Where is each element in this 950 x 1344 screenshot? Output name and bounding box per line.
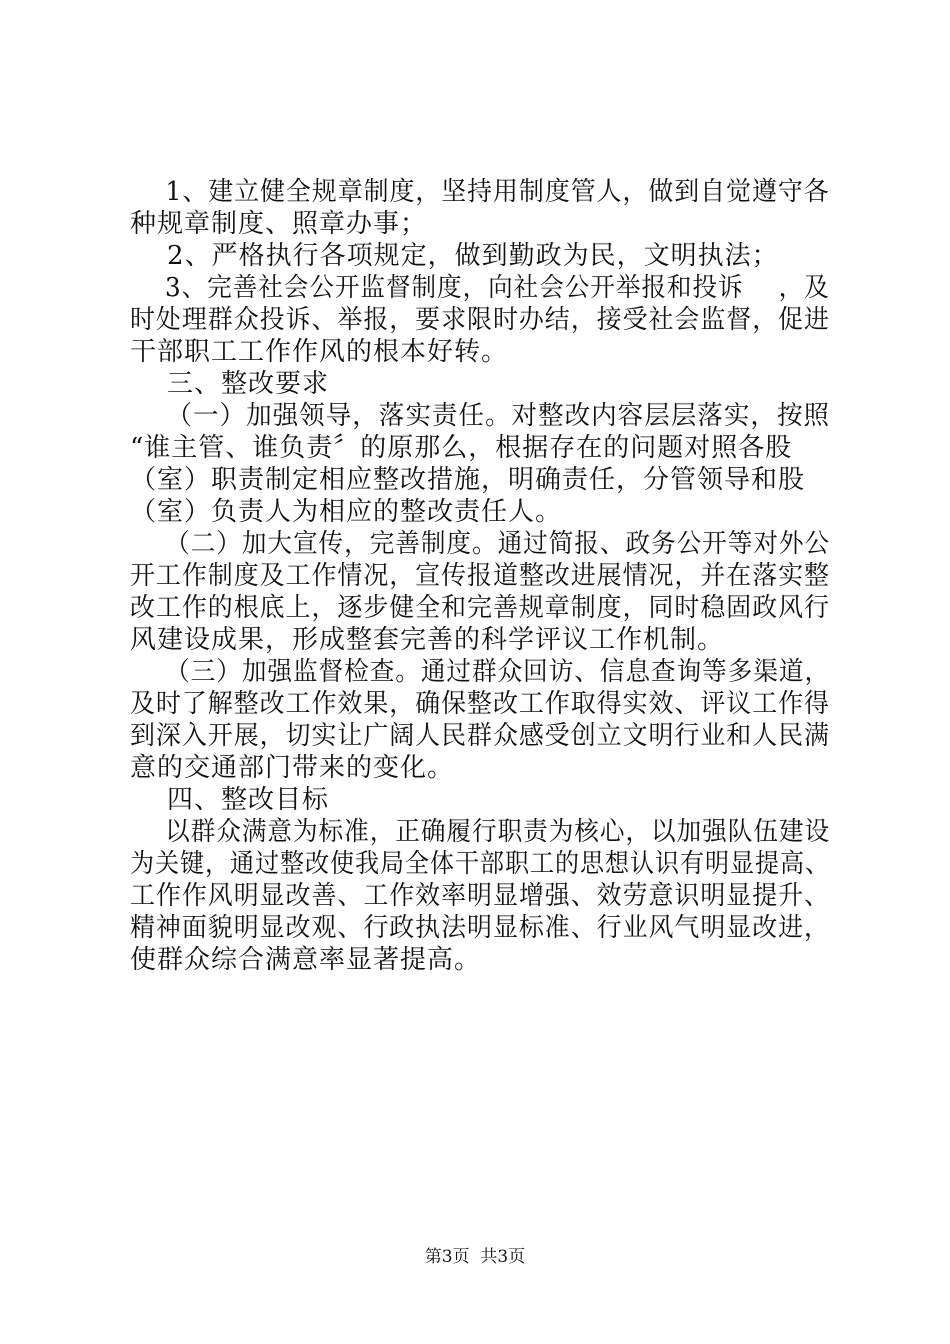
body-line: （一）加强领导，落实责任。对整改内容层层落实，按照	[130, 401, 831, 431]
body-line: （室）职责制定相应整改措施，明确责任，分管领导和股	[130, 465, 806, 495]
body-line: （二）加大宣传，完善制度。通过简报、政务公开等对外公	[130, 529, 831, 559]
body-line: 到深入开展，切实让广阔人民群众感受创立文明行业和人民满	[130, 721, 831, 751]
body-line: 1、建立健全规章制度，坚持用制度管人，做到自觉遵守各	[130, 177, 830, 207]
body-line: 以群众满意为标准，正确履行职责为核心，以加强队伍建设	[130, 817, 831, 847]
body-line: 2、严格执行各项规定，做到勤政为民，文明执法；	[130, 241, 779, 271]
body-line: 开工作制度及工作情况，宣传报道整改进展情况，并在落实整	[130, 561, 831, 591]
body-line: 工作作风明显改善、工作效率明显增强、效劳意识明显提升、	[130, 881, 831, 911]
body-line: 精神面貌明显改观、行政执法明显标准、行业风气明显改进，	[130, 913, 831, 943]
section-heading: 四、整改目标	[130, 785, 330, 815]
body-line: “谁主管、谁负责〞的原那么，根据存在的问题对照各股	[130, 433, 793, 463]
body-line: 意的交通部门带来的变化。	[130, 753, 455, 783]
body-line: 为关键，通过整改使我局全体干部职工的思想认识有明显提高、	[130, 849, 830, 879]
body-line: 3、完善社会公开监督制度，向社会公开举报和投诉 ，及	[130, 273, 830, 303]
body-line: 改工作的根底上，逐步健全和完善规章制度，同时稳固政风行	[130, 593, 831, 623]
body-line: 使群众综合满意率显著提高。	[130, 945, 482, 975]
page-footer: 第3页 共3页	[424, 1247, 526, 1267]
body-line: 种规章制度、照章办事；	[130, 209, 428, 239]
section-heading: 三、整改要求	[130, 369, 330, 399]
body-line: （室）负责人为相应的整改责任人。	[130, 497, 563, 527]
body-line: 风建设成果，形成整套完善的科学评议工作机制。	[130, 625, 725, 655]
body-line: 干部职工工作作风的根本好转。	[130, 337, 509, 367]
body-line: （三）加强监督检查。通过群众回访、信息查询等多渠道，	[130, 657, 831, 687]
body-line: 及时了解整改工作效果，确保整改工作取得实效、评议工作得	[130, 689, 831, 719]
body-line: 时处理群众投诉、举报，要求限时办结，接受社会监督，促进	[130, 305, 831, 335]
